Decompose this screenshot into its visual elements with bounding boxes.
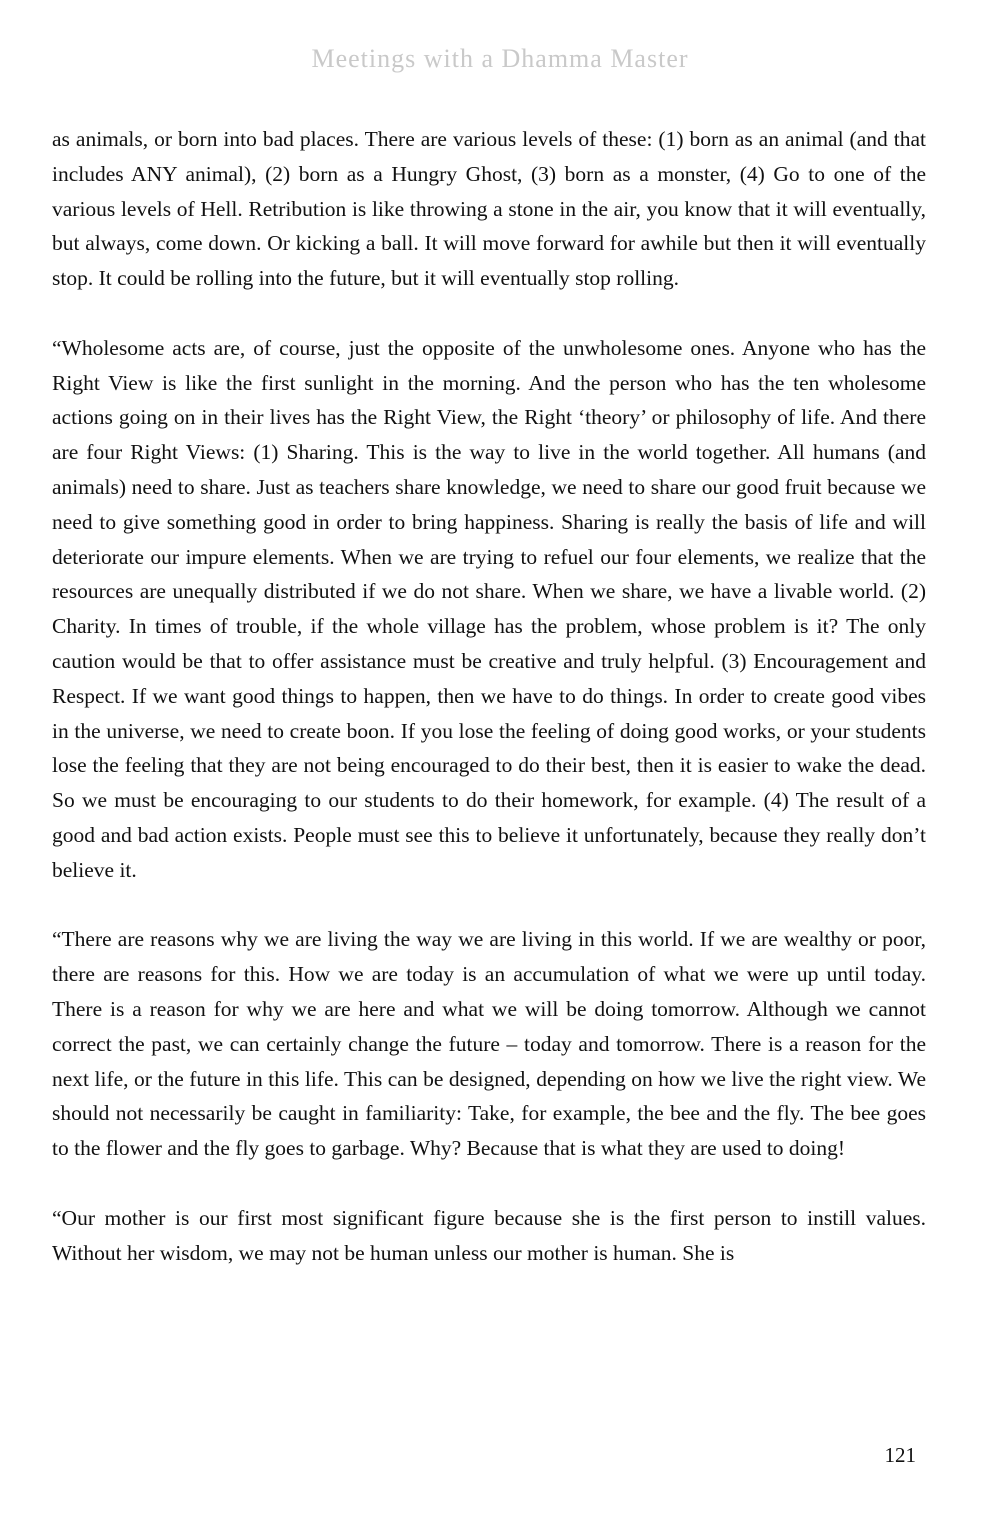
paragraph-2: “Wholesome acts are, of course, just the opposite of the unwholesome ones. Anyone who has the Right View is like the first sunlight in the morning. And the person who has the ten wholesome actions going on in their lives has the Right View, the Right ‘theory’ or philosophy of life. And there are four Right Views: (1) Sharing. This is the way to live in the world together. All humans (and animals) need to share. Just as teachers share knowledge, we need to share our good fruit because we need to give something good in order to bring happiness. Sharing is really the basis of life and will deteriorate our impure elements. When we are trying to refuel our four elements, we realize that the resources are unequally distributed if we do not share. When we share, we have a livable world. (2) Charity. In times of trouble, if the whole village has the problem, whose problem is it? The only caution would be that to offer assistance must be creative and truly helpful. (3) Encouragement and Respect. If we want good things to happen, then we have to do things. In order to create good vibes in the universe, we need to create boon. If you lose the feeling of doing good works, or your students lose the feeling that they are not being encouraged to do their best, then it is easier to wake the dead. So we must be encouraging to our students to do their homework, for example. (4) The result of a good and bad action exists. People must see this to believe it unfortunately, because they really don’t believe it. [52,335,926,882]
page-number: 121 [884,1443,916,1467]
body-text [52,122,926,1305]
paragraph-3: “There are reasons why we are living the way we are living in this world. If we are wealthy or poor, there are reasons for this. How we are today is an accumulation of what we were up until today. There is a reason for why we are here and what we will be doing tomorrow. Although we cannot correct the past, we can certainly change the future – today and tomorrow. There is a reason for the next life, or the future in this life. This can be designed, depending on how we live the right view. We should not necessarily be caught in familiarity: Take, for example, the bee and the fly. The bee goes to the flower and the fly goes to garbage. Why? Because that is what they are used to doing! [52,927,926,1161]
paragraph-1: as animals, or born into bad places. There are various levels of these: (1) born as an animal (and that includes ANY animal), (2) born as a Hungry Ghost, (3) born as a monster, (4) Go to one of the various levels of Hell. Retribution is like throwing a stone in the air, you know that it will eventually, but always, come down. Or kicking a ball. It will move forward for awhile but then it will eventually stop. It could be rolling into the future, but it will eventually stop rolling. [52,127,926,291]
paragraph-4: “Our mother is our first most significant figure because she is the first person to instill values. Without her wisdom, we may not be human unless our mother is human. She is [52,1205,926,1265]
running-header: Meetings with a Dhamma Master [311,44,689,73]
